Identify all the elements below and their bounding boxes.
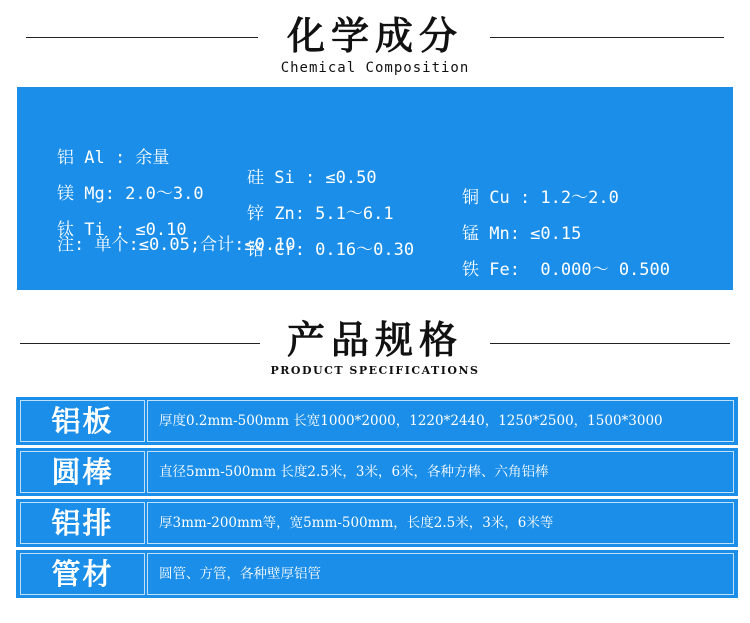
- spec-name: 管材: [20, 553, 145, 595]
- spec-desc: 厚度0.2mm-500mm 长宽1000*2000，1220*2440，1250*2500，1500*3000: [147, 400, 734, 442]
- spec-row-tube: [16, 550, 738, 598]
- spec-desc: 厚3mm-200mm等，宽5mm-500mm，长度2.5米，3米，6米等: [147, 502, 734, 544]
- spec-desc: 圆管、方管，各种壁厚铝管: [147, 553, 734, 595]
- spec-desc: 直径5mm-500mm 长度2.5米，3米，6米，各种方棒、六角铝棒: [147, 451, 734, 493]
- composition-cell-mn: 锰 Mn: ≤0.15: [462, 224, 582, 244]
- composition-note: 注: 单个:≤0.05;合计:≤0.10: [57, 235, 296, 255]
- spec-name: 圆棒: [20, 451, 145, 493]
- composition-cell-zn: 锌 Zn: 5.1～6.1: [247, 204, 394, 224]
- spec-row-rod: [16, 448, 738, 496]
- spec-subtitle: PRODUCT SPECIFICATIONS: [270, 364, 480, 377]
- composition-cell-fe: 铁 Fe: 0.000～ 0.500: [462, 260, 670, 280]
- composition-cell-mg: 镁 Mg: 2.0～3.0: [57, 184, 204, 204]
- spec-row-plate: [16, 397, 738, 445]
- composition-cell-al: 铝 Al : 余量: [57, 148, 170, 168]
- spec-title: 产品规格: [286, 318, 463, 362]
- spec-name: 铝板: [20, 400, 145, 442]
- composition-title: 化学成分: [286, 14, 463, 58]
- composition-panel: [17, 87, 733, 290]
- spec-name: 铝排: [20, 502, 145, 544]
- composition-cell-si: 硅 Si : ≤0.50: [247, 168, 377, 188]
- composition-cell-ti: 钛 Ti : ≤0.10: [57, 220, 187, 240]
- spec-row-bar: [16, 499, 738, 547]
- composition-cell-cu: 铜 Cu : 1.2～2.0: [462, 188, 619, 208]
- composition-cell-cr: 铬 Cr: 0.16～0.30: [247, 240, 415, 260]
- composition-subtitle: Chemical Composition: [280, 60, 470, 76]
